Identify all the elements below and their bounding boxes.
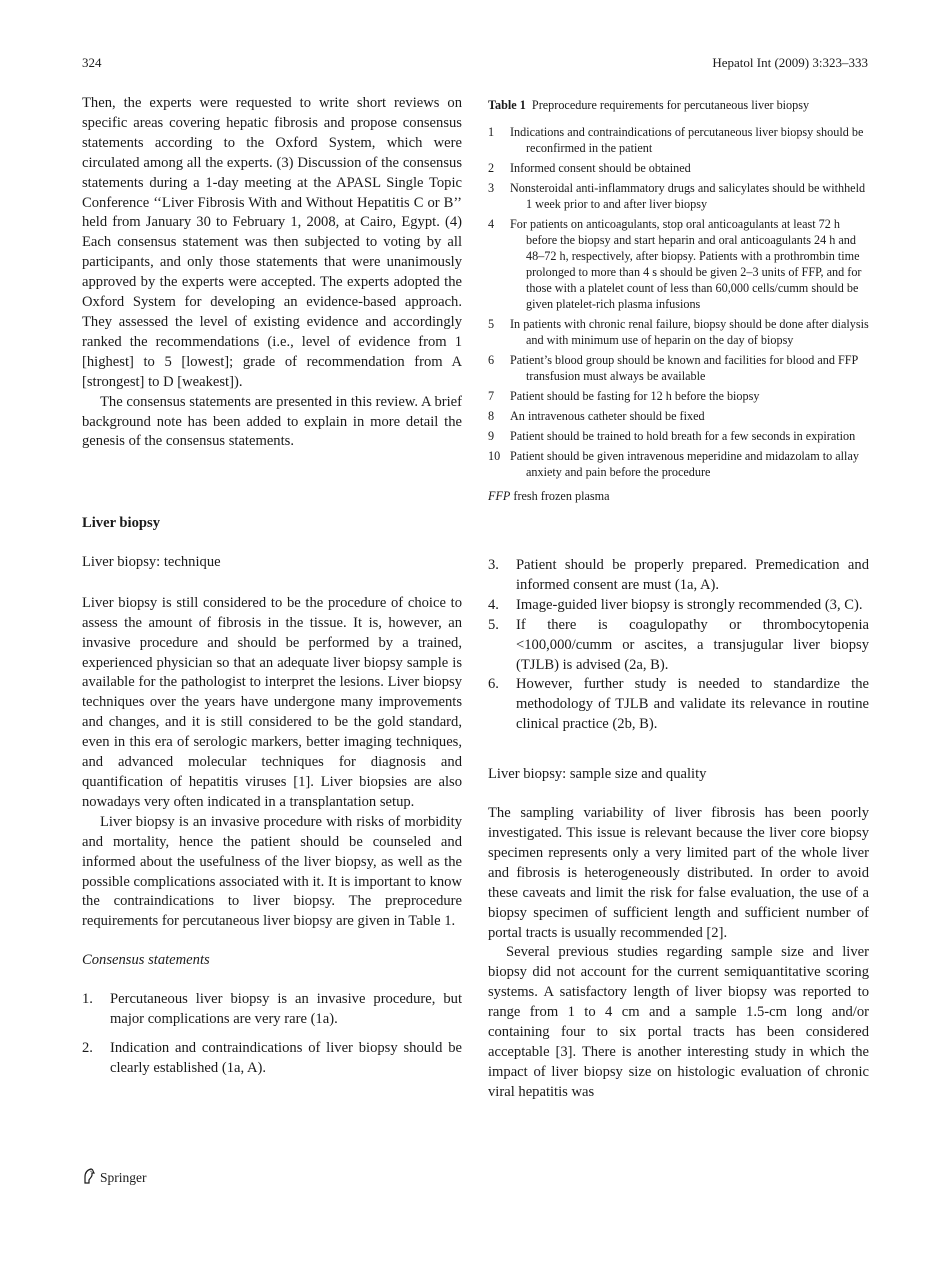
table-footnote [488,488,870,504]
table-row-text: Patient should be given intravenous meperidine and midazolam to allay anxiety and pain before the procedure [510,449,859,479]
list-item [82,1039,462,1079]
table-row [488,428,870,444]
table-label: Table 1 [488,98,526,112]
sample-paragraph-1: The sampling variability of liver fibrosis has been poorly investigated. This issue is relevant because the liver core biopsy specimen represents only a very limited part of the whole liver and fibrosis is heterogeneously distributed. In order to avoid these caveats and limit the risk for false evaluation, the use of a biopsy specimen of sufficient length and sufficient number of portal tracts is usually recommended [2]. [488,805,869,941]
table-row-number: 8 [488,409,495,423]
table-row [488,448,870,480]
list-item [488,556,869,596]
table-row-text: In patients with chronic renal failure, biopsy should be done after dialysis and with minimum use of heparin on the day of biopsy [510,317,869,347]
table-row-text: Indications and contraindications of percutaneous liver biopsy should be reconfirmed in the patient [510,125,864,155]
table-row-number: 6 [488,353,495,367]
list-text: Image-guided liver biopsy is strongly recommended (3, C). [516,596,863,613]
table-row-text: Patient’s blood group should be known and facilities for blood and FFP transfusion must always be available [510,353,858,383]
technique-paragraph-1: Liver biopsy is still considered to be the procedure of choice to assess the amount of fibrosis in the tissue. It is, however, an invasive procedure and should be performed by a trained, experienced physician so that an adequate liver biopsy sample is available for the pathologist to interpret the lesions. Liver biopsy techniques over the years have undergone many improvements and changes, and it is still considered to be the gold standard, even in this era of serologic markers, better imaging techniques, and advanced molecular techniques for diagnosis and quantification of hepatitis viruses [1]. Liver biopsies are also nowadays very often indicated in a transplantation setup. [82,594,462,810]
table-row-text: For patients on anticoagulants, stop oral anticoagulants at least 72 h before the biopsy and start heparin and oral anticoagulants 24 h and 48–72 h, respectively, after biopsy. Patients with a prothrombin time prolonged to more than 4 s should be given 2–3 units of FFP, and for those with a platelet count of less than 60,000 cells/cumm should be given platelet-rich plasma infusions [510,217,862,311]
table-row-number: 9 [488,429,495,443]
table-caption [488,97,870,113]
list-text: Indication and contraindications of liver biopsy should be clearly established (1a, A). [110,1039,462,1076]
consensus-title: Consensus statements [82,952,210,969]
page-number: 324 [82,55,102,70]
consensus-list-left [82,990,462,1079]
table-row-text: Nonsteroidal anti-inflammatory drugs and salicylates should be withheld 1 week prior to and after liver biopsy [510,181,866,211]
table-row-text: Patient should be fasting for 12 h before the biopsy [510,389,760,403]
table-row-number: 4 [488,217,495,231]
list-number: 6. [488,676,499,693]
table-footnote-abbr: FFP [488,489,511,503]
table-row-number: 5 [488,317,495,331]
springer-horse-icon [82,1168,96,1188]
table-row [488,388,870,404]
list-number: 3. [488,557,499,573]
list-number: 2. [82,1039,93,1056]
table-row [488,180,870,212]
technique-paragraph-2: Liver biopsy is an invasive procedure with risks of morbidity and mortality, hence the patient should be counseled and informed about the usefulness of the liver biopsy, as well as the possible complications associated with it. It is important to know the contraindications to liver biopsy. The preprocedure requirements for percutaneous liver biopsy are given in Table 1. [82,813,462,930]
intro-paragraph: Then, the experts were requested to write short reviews on specific areas covering hepatic fibrosis and propose consensus statements according to the Oxford System, which were circulated among all the experts. (3) Discussion of the consensus statements during a 1-day meeting at the APASL Single Topic Conference ‘‘Liver Fibrosis With and Without Hepatitis C or B’’ held from January 30 to February 1, 2008, at Cairo, Egypt. (4) Each consensus statement was then subjected to voting by all participants, and only those statements that were unanimously approved by the experts were accepted. The experts adopted the Oxford System for developing an evidence-based approach. They assessed the level of existing evidence and accordingly ranked the recommendations (i.e., level of evidence from 1 [highest] to 5 [lowest]; grade of recommendation from A [strongest] to D [weakest]). [82,95,462,390]
left-section [82,514,462,1079]
table-row-text: An intravenous catheter should be fixed [510,409,705,423]
journal-citation: Hepatol Int (2009) 3:323–333 [712,55,868,70]
subsection-title-technique: Liver biopsy: technique [82,553,221,570]
publisher-footer [82,1168,147,1188]
list-text: If there is coagulopathy or thrombocytopenia <100,000/cumm or ascites, a transjugular liver biopsy (TJLB) is advised (2a, B). [516,616,869,673]
subsection-title-sample: Liver biopsy: sample size and quality [488,766,707,783]
table-footnote-text: fresh frozen plasma [513,489,610,503]
table-row-number: 2 [488,161,495,175]
table-row-text: Informed consent should be obtained [510,161,691,175]
list-number: 1. [82,991,93,1008]
table-row [488,160,870,176]
right-column [488,556,869,1103]
table-row-number: 3 [488,181,495,195]
table-row-number: 10 [488,449,501,463]
consensus-list-right [488,556,869,735]
table-row [488,408,870,424]
list-text: Percutaneous liver biopsy is an invasive procedure, but major complications are very rare (1a). [110,991,462,1028]
left-column [82,94,462,452]
list-number: 5. [488,616,499,633]
table-row-number: 1 [488,125,495,139]
intro-paragraph-2: The consensus statements are presented in this review. A brief background note has been added to explain in more detail the genesis of the consensus statements. [82,393,462,450]
table-caption-text: Preprocedure requirements for percutaneous liver biopsy [531,98,810,112]
list-text: However, further study is needed to standardize the methodology of TJLB and validate its relevance in routine clinical practice (2b, B). [516,676,869,733]
sample-paragraph-2: Several previous studies regarding sample size and liver biopsy did not account for the current semiquantitative scoring systems. A satisfactory length of liver biopsy was reported to range from 1 to 4 cm and a sample 1.5-cm long and/or containing four to six portal tracts has been considered acceptable [3]. There is another interesting study in which the impact of liver biopsy size on histologic evaluation of chronic viral hepatitis was [488,944,869,1100]
table-row-text: Patient should be trained to hold breath for a few seconds in expiration [510,429,856,443]
table-row [488,216,870,312]
table-row [488,316,870,348]
list-item [488,616,869,676]
list-item [488,596,869,616]
table-row [488,352,870,384]
table-row-number: 7 [488,389,495,403]
list-text: Patient should be properly prepared. Premedication and informed consent are must (1a, A). [516,557,869,593]
list-item [488,675,869,735]
section-title: Liver biopsy [82,515,160,531]
list-number: 4. [488,596,499,613]
publisher-name: Springer [100,1170,147,1185]
table-row [488,124,870,156]
table-1 [488,97,870,504]
list-item [82,990,462,1030]
